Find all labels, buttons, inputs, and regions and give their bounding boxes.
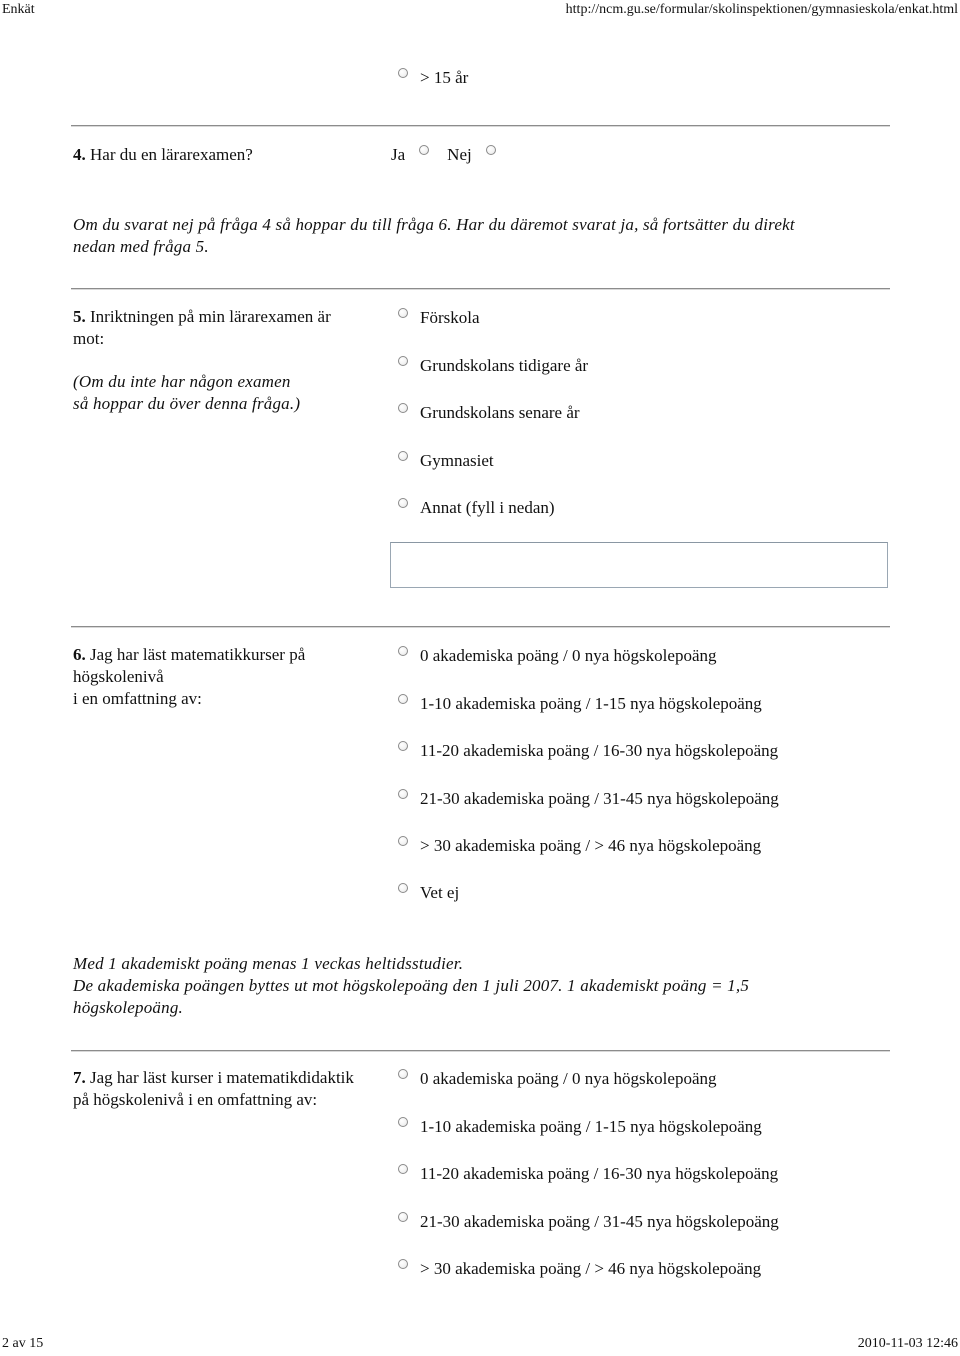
option-label: Grundskolans tidigare år <box>420 356 589 375</box>
q5-label-line1 <box>73 306 331 328</box>
q5-option-gymnasiet[interactable] <box>398 450 494 472</box>
q7-option-4[interactable] <box>398 1258 761 1280</box>
q5-text-line1: Inriktningen på min lärarexamen är <box>90 307 331 326</box>
q5-number: 5. <box>73 307 86 326</box>
option-label: 0 akademiska poäng / 0 nya högskolepoäng <box>420 1069 717 1088</box>
q4-yes-radio-icon[interactable] <box>419 145 429 155</box>
option-label: Grundskolans senare år <box>420 403 580 422</box>
q7-text-line2: på högskolenivå i en omfattning av: <box>73 1090 318 1109</box>
q4-no-radio-icon[interactable] <box>486 145 496 155</box>
q6-label-line1 <box>73 644 305 666</box>
q7-label-line1 <box>73 1067 354 1089</box>
q6-text-line3: i en omfattning av: <box>73 689 202 708</box>
q6-text-line2: högskolenivå <box>73 667 164 686</box>
option-label: > 30 akademiska poäng / > 46 nya högskolepoäng <box>420 1259 762 1278</box>
radio-button-icon[interactable] <box>398 356 408 366</box>
option-label: 11-20 akademiska poäng / 16-30 nya högskolepoäng <box>420 741 779 760</box>
q6-number: 6. <box>73 645 86 664</box>
page-footer-page-number: 2 av 15 <box>2 1336 44 1351</box>
q7-option-3[interactable] <box>398 1211 779 1233</box>
q6-option-5[interactable] <box>398 882 459 904</box>
q7-option-1[interactable] <box>398 1116 762 1138</box>
q5-option-grundskola-tidigare[interactable] <box>398 355 588 377</box>
radio-button-icon[interactable] <box>398 1212 408 1222</box>
q4-no-label: Nej <box>447 145 472 164</box>
q4-number: 4. <box>73 145 86 164</box>
option-label: 21-30 akademiska poäng / 31-45 nya högskolepoäng <box>420 1212 779 1231</box>
q5-hint-line1: (Om du inte har någon examen <box>73 372 291 391</box>
radio-button-icon[interactable] <box>398 403 408 413</box>
page-header-url: http://ncm.gu.se/formular/skolinspektionen/gymnasieskola/enkat.html <box>565 2 958 17</box>
page-footer-timestamp: 2010-11-03 12:46 <box>857 1336 958 1351</box>
radio-button-icon[interactable] <box>398 308 408 318</box>
option-label: 1-10 akademiska poäng / 1-15 nya högskolepoäng <box>420 1117 762 1136</box>
points-note-line1: Med 1 akademiskt poäng menas 1 veckas heltidsstudier. <box>73 954 464 973</box>
q6-option-3[interactable] <box>398 788 779 810</box>
q5-option-annat[interactable] <box>398 497 555 519</box>
q7-option-0[interactable] <box>398 1068 717 1090</box>
radio-button-icon[interactable] <box>398 741 408 751</box>
radio-button-icon[interactable] <box>398 789 408 799</box>
q5-option-grundskola-senare[interactable] <box>398 402 580 424</box>
q6-text-line1: Jag har läst matematikkurser på <box>90 645 306 664</box>
q6-option-0[interactable] <box>398 645 717 667</box>
radio-button-icon[interactable] <box>398 694 408 704</box>
skip-note-line1: Om du svarat nej på fråga 4 så hoppar du till fråga 6. Har du däremot svarat ja, så fortsätter du direkt <box>73 215 795 234</box>
q4-yes-label: Ja <box>391 145 406 164</box>
option-label: > 30 akademiska poäng / > 46 nya högskolepoäng <box>420 836 762 855</box>
q6-option-1[interactable] <box>398 693 762 715</box>
q4-label <box>73 144 253 166</box>
radio-button-icon[interactable] <box>398 836 408 846</box>
radio-button-icon[interactable] <box>398 1069 408 1079</box>
q5-text-line2: mot: <box>73 329 105 348</box>
q7-number: 7. <box>73 1068 86 1087</box>
skip-note-line2: nedan med fråga 5. <box>73 237 209 256</box>
radio-button-icon[interactable] <box>398 68 408 78</box>
radio-button-icon[interactable] <box>398 883 408 893</box>
points-note-line2: De akademiska poängen byttes ut mot högskolepoäng den 1 juli 2007. 1 akademiskt poäng = 1,5 <box>73 976 750 995</box>
option-label: > 15 år <box>420 68 469 87</box>
radio-button-icon[interactable] <box>398 498 408 508</box>
option-label: 0 akademiska poäng / 0 nya högskolepoäng <box>420 646 717 665</box>
q7-option-2[interactable] <box>398 1163 778 1185</box>
option-label: Annat (fyll i nedan) <box>420 498 555 517</box>
radio-button-icon[interactable] <box>398 1259 408 1269</box>
option-label: 1-10 akademiska poäng / 1-15 nya högskolepoäng <box>420 694 762 713</box>
q5-hint-line2: så hoppar du över denna fråga.) <box>73 394 301 413</box>
q5-option-forskola[interactable] <box>398 307 480 329</box>
page-header-title: Enkät <box>2 2 35 17</box>
option-label: Vet ej <box>420 883 460 902</box>
q3-option-over-15[interactable] <box>398 67 468 89</box>
option-label: Gymnasiet <box>420 451 494 470</box>
q6-option-4[interactable] <box>398 835 761 857</box>
q7-text-line1: Jag har läst kurser i matematikdidaktik <box>90 1068 354 1087</box>
option-label: 11-20 akademiska poäng / 16-30 nya högskolepoäng <box>420 1164 779 1183</box>
radio-button-icon[interactable] <box>398 1117 408 1127</box>
radio-button-icon[interactable] <box>398 451 408 461</box>
divider <box>71 288 890 290</box>
q4-answer-group <box>391 144 496 166</box>
option-label: Förskola <box>420 308 480 327</box>
radio-button-icon[interactable] <box>398 1164 408 1174</box>
q6-option-2[interactable] <box>398 740 778 762</box>
radio-button-icon[interactable] <box>398 646 408 656</box>
option-label: 21-30 akademiska poäng / 31-45 nya högskolepoäng <box>420 789 779 808</box>
q4-text: Har du en lärarexamen? <box>90 145 253 164</box>
divider <box>71 125 890 127</box>
q5-other-text-input[interactable] <box>390 542 888 588</box>
divider <box>71 1050 890 1052</box>
points-note-line3: högskolepoäng. <box>73 998 183 1017</box>
divider <box>71 626 890 628</box>
